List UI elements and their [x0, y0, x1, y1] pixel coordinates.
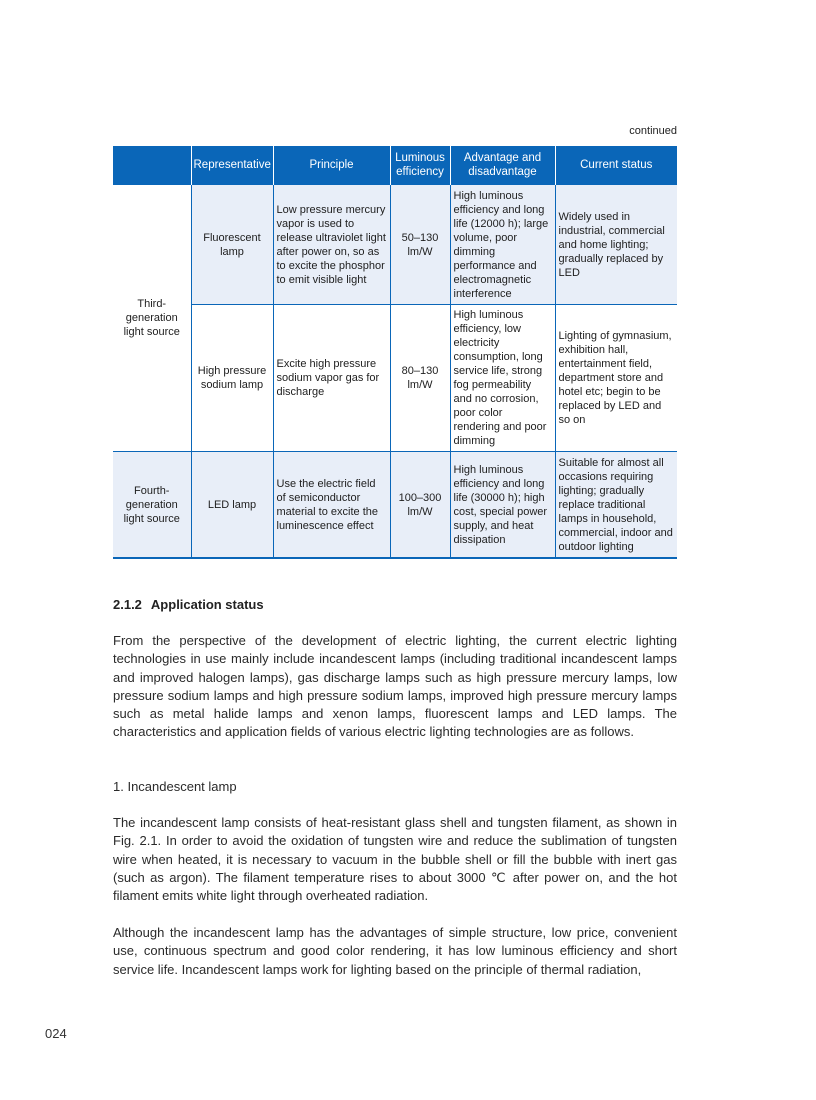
header-luminous-efficiency: Luminous efficiency: [390, 146, 450, 185]
efficiency-cell: 50–130 lm/W: [390, 185, 450, 305]
table-header-row: [113, 146, 677, 185]
status-cell: Widely used in industrial, commercial and home lighting; gradually replaced by LED: [555, 185, 677, 305]
header-current-status: Current status: [555, 146, 677, 185]
advantage-cell: High luminous efficiency and long life (30000 h); high cost, special power supply, and heat dissipation: [450, 452, 555, 559]
subheading-incandescent: 1. Incandescent lamp: [113, 779, 237, 794]
representative-cell: LED lamp: [191, 452, 273, 559]
header-representative: Representative: [191, 146, 273, 185]
principle-cell: Use the electric field of semiconductor material to excite the luminescence effect: [273, 452, 390, 559]
representative-cell: High pressure sodium lamp: [191, 305, 273, 452]
generation-cell: Fourth-generation light source: [113, 452, 191, 559]
header-generation: [113, 146, 191, 185]
incandescent-paragraph-2: Although the incandescent lamp has the advantages of simple structure, low price, convenient use, continuous spectrum and good color rendering, it has low luminous efficiency and short service life. Incandescent lamps work for lighting based on the principle of thermal radiation,: [113, 925, 677, 977]
page-number: 024: [45, 1026, 67, 1041]
efficiency-cell: 100–300 lm/W: [390, 452, 450, 559]
advantage-cell: High luminous efficiency, low electricity consumption, long service life, strong fog permeability and no corrosion, poor color rendering and poor dimming: [450, 305, 555, 452]
incandescent-paragraph-1: The incandescent lamp consists of heat-resistant glass shell and tungsten filament, as shown in Fig. 2.1. In order to avoid the oxidation of tungsten wire and reduce the sublimation of tungsten wire when heated, it is necessary to vacuum in the bubble shell or fill the bubble with inert gas (such as argon). The filament temperature rises to about 3000 ℃ after power on, and the hot filament emits white light through overheated radiation.: [113, 815, 677, 904]
continued-label: continued: [629, 125, 677, 137]
table-row: [113, 452, 677, 559]
section-heading: [113, 597, 264, 612]
header-advantage: Advantage and disadvantage: [450, 146, 555, 185]
header-principle: Principle: [273, 146, 390, 185]
table-row: [113, 185, 677, 305]
light-source-table: [113, 146, 677, 559]
status-cell: Suitable for almost all occasions requiring lighting; gradually replace traditional lamps in household, commercial, indoor and outdoor lighting: [555, 452, 677, 559]
intro-paragraph: From the perspective of the development of electric lighting, the current electric lighting technologies in use mainly include incandescent lamps (including traditional incandescent lamps and improved halogen lamps), gas discharge lamps such as high pressure mercury lamps, low pressure sodium lamps and high pressure sodium lamps, improved high pressure mercury lamps such as metal halide lamps and xenon lamps, fluorescent lamps and LED lamps. The characteristics and application fields of various electric lighting technologies are as follows.: [113, 633, 677, 740]
advantage-cell: High luminous efficiency and long life (12000 h); large volume, poor dimming performance and electromagnetic interference: [450, 185, 555, 305]
principle-cell: Excite high pressure sodium vapor gas for discharge: [273, 305, 390, 452]
representative-cell: Fluorescent lamp: [191, 185, 273, 305]
section-title: Application status: [150, 597, 264, 612]
generation-cell: Third-generation light source: [113, 185, 191, 452]
status-cell: Lighting of gymnasium, exhibition hall, entertainment field, department store and hotel etc; begin to be replaced by LED and so on: [555, 305, 677, 452]
principle-cell: Low pressure mercury vapor is used to release ultraviolet light after power on, so as to excite the phosphor to emit visible light: [273, 185, 390, 305]
section-number: 2.1.2: [113, 597, 142, 612]
table-row: [113, 305, 677, 452]
efficiency-cell: 80–130 lm/W: [390, 305, 450, 452]
